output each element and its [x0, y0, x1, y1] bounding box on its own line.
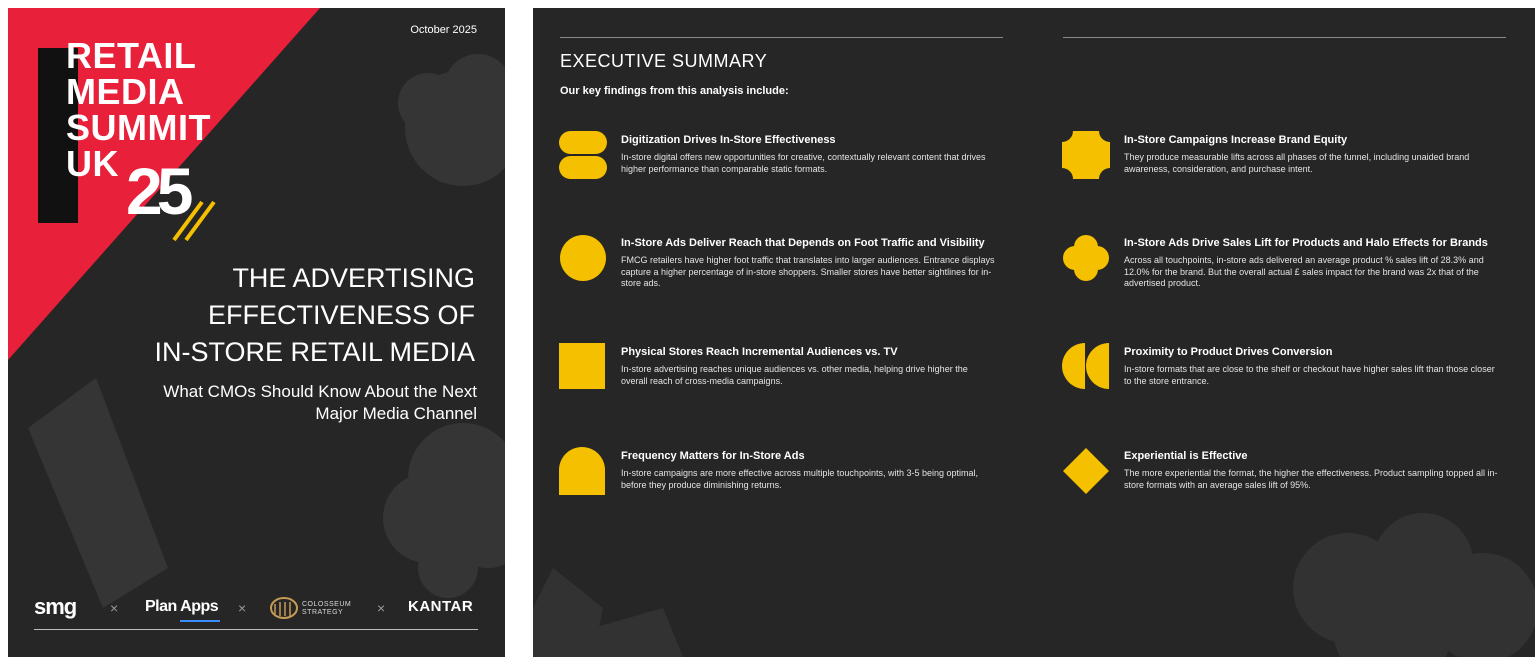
finding-body: The more experiential the format, the higher the effectiveness. Product sampling topped all in-store formats with an average sales lift of 95%.: [1124, 468, 1498, 490]
finding-title: In-Store Campaigns Increase Brand Equity: [1124, 134, 1348, 146]
partner-logo-planapps: Plan Apps: [145, 598, 219, 615]
finding-body: FMCG retailers have higher foot traffic that translates into larger audiences. Entrance displays capture a higher percentage of in-store shoppers. Smaller stores have better sightlines for in-store ads.: [621, 255, 995, 288]
logo-slash-marks: [166, 198, 216, 243]
double-half-circle-icon: [1062, 343, 1110, 391]
finding-body: In-store advertising reaches unique audiences vs. other media, helping drive higher the overall reach of cross-media campaigns.: [621, 364, 968, 386]
circle-icon: [559, 234, 607, 282]
cover-bottom-rule: [34, 629, 478, 630]
logo-word-uk: UK: [66, 143, 119, 184]
square-icon: [559, 343, 607, 391]
logo-year: 25: [126, 154, 188, 228]
top-rule-right: [1063, 37, 1506, 38]
logo-word-summit: SUMMIT: [66, 107, 211, 148]
finding-body: Across all touchpoints, in-store ads delivered an average product % sales lift of 28.3% and 12.0% for the brand. But the overall actual £ sales impact for the brand was 2x that of the advertised product.: [1124, 255, 1484, 288]
section-lead: Our key findings from this analysis include:: [560, 85, 789, 97]
finding-title: Frequency Matters for In-Store Ads: [621, 450, 805, 462]
colosseum-icon: [270, 596, 298, 620]
finding-body: They produce measurable lifts across all phases of the funnel, including unaided brand awareness, consideration, and purchase intent.: [1124, 152, 1470, 174]
report-title-line: THE ADVERTISING: [232, 263, 475, 293]
report-subtitle-line: Major Media Channel: [315, 404, 477, 423]
executive-summary-page: [533, 8, 1535, 657]
finding-title: Physical Stores Reach Incremental Audiences vs. TV: [621, 346, 898, 358]
logo-word-retail: RETAIL: [66, 35, 197, 76]
summary-background-shapes: [533, 8, 1535, 657]
finding-title: In-Store Ads Drive Sales Lift for Products and Halo Effects for Brands: [1124, 237, 1488, 249]
finding-title: Proximity to Product Drives Conversion: [1124, 346, 1333, 358]
partner-logo-colosseum: COLOSSEUM STRATEGY: [302, 601, 352, 616]
planapps-underline: [180, 620, 220, 622]
top-rule-left: [560, 37, 1003, 38]
separator-icon: ×: [377, 600, 386, 616]
finding-body: In-store formats that are close to the shelf or checkout have higher sales lift than those closer to the store entrance.: [1124, 364, 1495, 386]
arch-icon: [559, 447, 607, 495]
separator-icon: ×: [238, 600, 247, 616]
cover-date: October 2025: [410, 24, 477, 36]
report-title-line: IN-STORE RETAIL MEDIA: [154, 337, 475, 367]
finding-title: In-Store Ads Deliver Reach that Depends on Foot Traffic and Visibility: [621, 237, 985, 249]
finding-body: In-store digital offers new opportunities for creative, contextually relevant content that drives higher performance than comparable static formats.: [621, 152, 986, 174]
report-title-line: EFFECTIVENESS OF: [207, 300, 475, 330]
double-pill-icon: [559, 131, 607, 179]
report-cover-page: [8, 8, 505, 657]
report-subtitle-line: What CMOs Should Know About the Next: [163, 382, 477, 401]
report-title: [15, 260, 475, 371]
logo-word-media: MEDIA: [66, 71, 185, 112]
finding-title: Experiential is Effective: [1124, 450, 1248, 462]
partner-logo-smg: smg: [34, 594, 77, 619]
report-subtitle: [17, 381, 477, 425]
diamond-icon: [1062, 447, 1110, 495]
separator-icon: ×: [110, 600, 119, 616]
notched-square-icon: [1062, 131, 1110, 179]
clover-icon: [1062, 234, 1110, 282]
section-title: EXECUTIVE SUMMARY: [560, 51, 768, 71]
finding-body: In-store campaigns are more effective across multiple touchpoints, with 3-5 being optimal, before they produce diminishing returns.: [621, 468, 979, 490]
partner-logo-kantar: KANTAR: [408, 598, 474, 615]
finding-title: Digitization Drives In-Store Effectiveness: [621, 134, 836, 146]
